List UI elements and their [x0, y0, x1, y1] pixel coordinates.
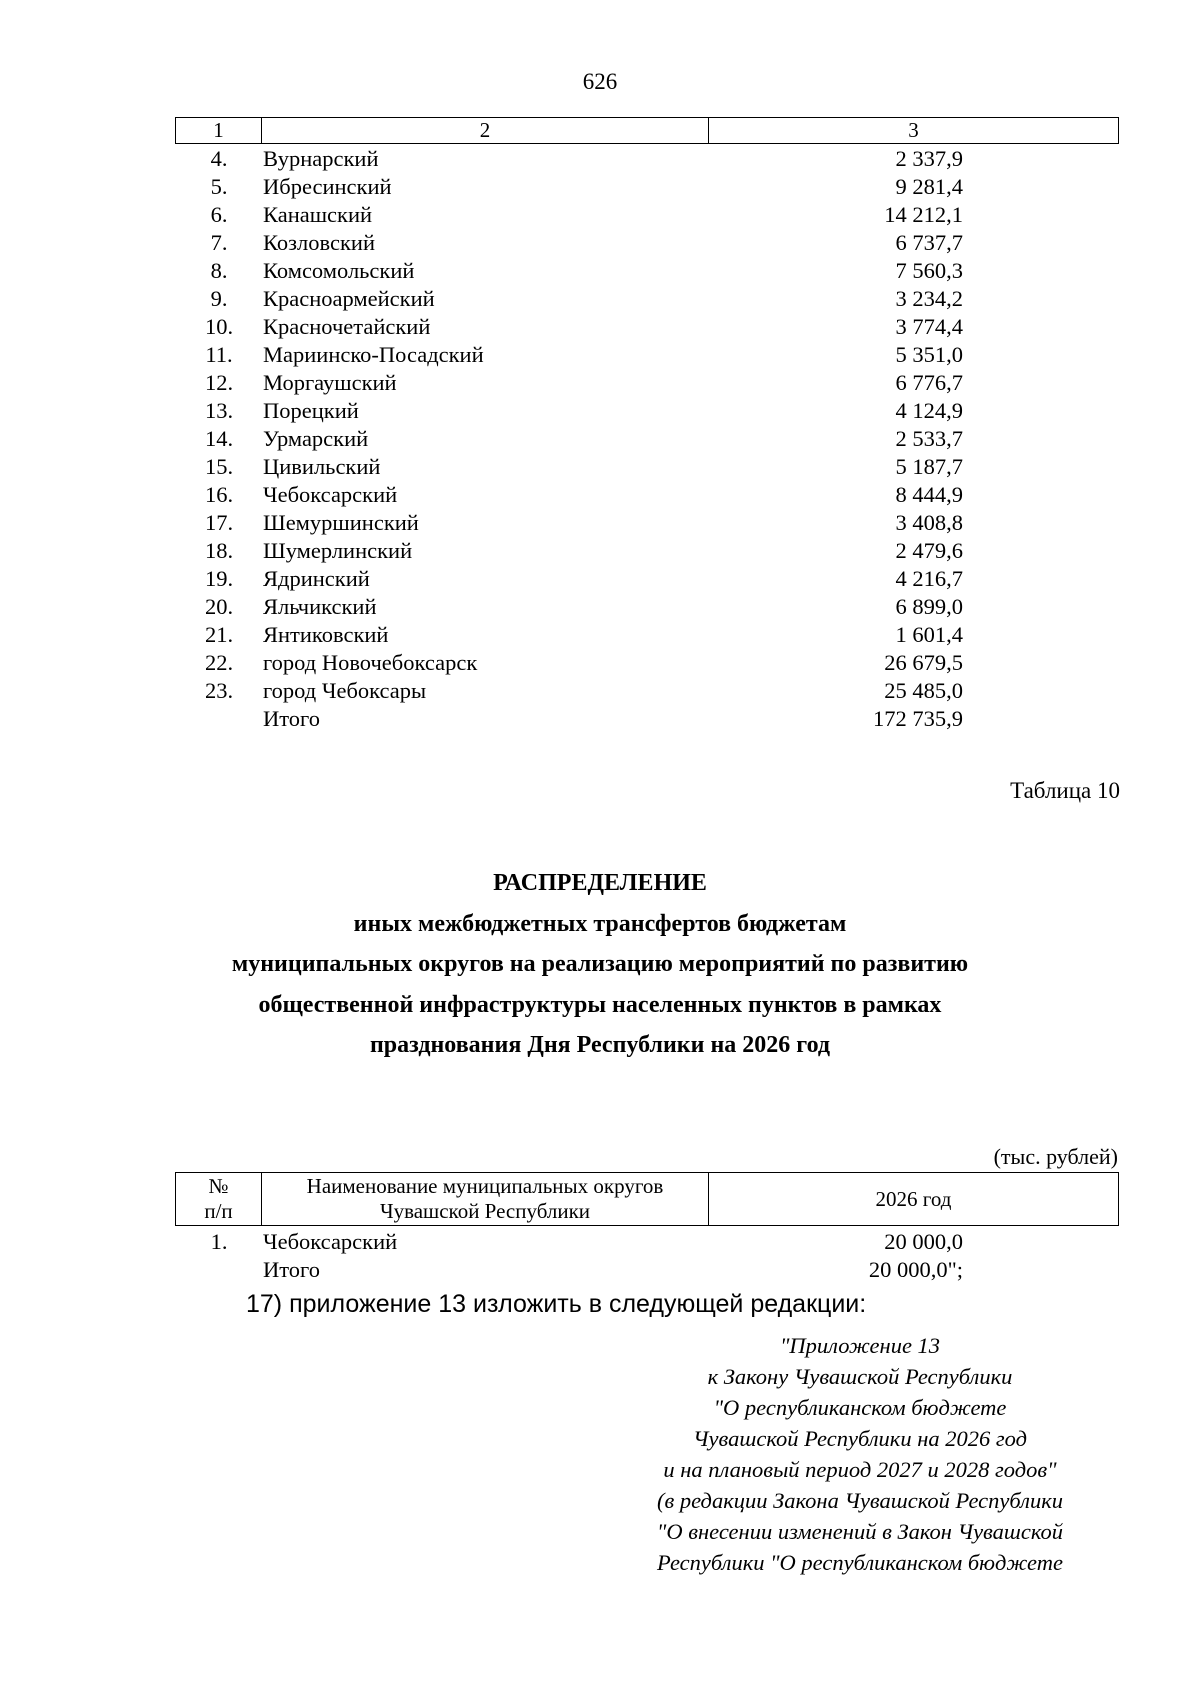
table-row [0, 145, 1200, 173]
row-value: 2 479,6 [895, 538, 963, 563]
row-value: 4 124,9 [895, 398, 963, 423]
appendix-line: "О республиканском бюджете [713, 1395, 1007, 1420]
row-district: Канашский [263, 202, 373, 227]
appendix-line: и на плановый период 2027 и 2028 годов" [663, 1457, 1057, 1482]
table-row [0, 313, 1200, 341]
page-number: 626 [582, 69, 618, 94]
row-district: Шумерлинский [263, 538, 413, 563]
table1-header-col1: 1 [176, 118, 262, 143]
row-value: 3 774,4 [895, 314, 963, 339]
instruction-text: 17) приложение 13 изложить в следующей редакции: [246, 1290, 867, 1318]
row-district: город Чебоксары [263, 678, 427, 703]
row-value: 1 601,4 [895, 622, 963, 647]
row-number: 10. [204, 314, 234, 339]
row-number: 23. [204, 678, 234, 703]
row-district: Чебоксарский [263, 1229, 398, 1254]
row-district: Козловский [263, 230, 375, 255]
row-number: 17. [204, 510, 234, 535]
table1-header [175, 117, 1119, 144]
row-value: 5 351,0 [895, 342, 963, 367]
table-row [0, 565, 1200, 593]
row-district: Красночетайский [263, 314, 431, 339]
row-number: 13. [204, 398, 234, 423]
table-row [0, 509, 1200, 537]
row-value: 5 187,7 [895, 454, 963, 479]
row-number: 1. [210, 1229, 228, 1254]
table1-header-col2: 2 [262, 118, 709, 143]
row-district: Моргаушский [263, 370, 397, 395]
appendix-line: "О внесении изменений в Закон Чувашской [656, 1519, 1064, 1544]
row-number: 5. [210, 174, 228, 199]
row-district: Мариинско-Посадский [263, 342, 484, 367]
table-row [0, 173, 1200, 201]
table-row [0, 369, 1200, 397]
row-value: 7 560,3 [895, 258, 963, 283]
row-value: 4 216,7 [895, 566, 963, 591]
table1-header-col3: 3 [908, 118, 919, 142]
row-value: 9 281,4 [895, 174, 963, 199]
row-number: 19. [204, 566, 234, 591]
row-district: Порецкий [263, 398, 359, 423]
row-number: 12. [204, 370, 234, 395]
row-value: 6 776,7 [895, 370, 963, 395]
table2-header-col3 [709, 1173, 1118, 1225]
row-number: 18. [204, 538, 234, 563]
appendix-line: (в редакции Закона Чувашской Республики [657, 1488, 1063, 1513]
row-district: Яльчикский [263, 594, 377, 619]
row-district: Чебоксарский [263, 482, 398, 507]
header-line: Наименование муниципальных округов [306, 1174, 664, 1198]
heading-line: празднования Дня Республики на 2026 год [369, 1032, 831, 1058]
row-district: Красноармейский [263, 286, 435, 311]
table-row [0, 649, 1200, 677]
row-total-value: 172 735,9 [873, 706, 963, 731]
header-line: п/п [204, 1199, 233, 1223]
table-row [0, 481, 1200, 509]
row-number: 6. [210, 202, 228, 227]
table-row [0, 201, 1200, 229]
table-row [0, 537, 1200, 565]
heading-line: муниципальных округов на реализацию мероприятий по развитию [231, 951, 969, 977]
table-row [0, 285, 1200, 313]
header-line: 2026 год [875, 1186, 952, 1211]
row-value: 8 444,9 [895, 482, 963, 507]
row-number: 4. [210, 146, 228, 171]
row-total-value: 20 000,0"; [868, 1257, 963, 1282]
table-row [0, 621, 1200, 649]
units-label: (тыс. рублей) [993, 1144, 1118, 1169]
row-value: 26 679,5 [884, 650, 963, 675]
row-value: 25 485,0 [884, 678, 963, 703]
appendix-block [620, 1330, 1100, 1578]
table1-body [0, 145, 1200, 733]
row-district: Ибресинский [263, 174, 392, 199]
section-heading [0, 863, 1200, 1066]
table-row [0, 453, 1200, 481]
table-total-row [0, 705, 1200, 733]
row-value: 2 337,9 [895, 146, 963, 171]
row-district: Шемуршинский [263, 510, 419, 535]
row-district: Комсомольский [263, 258, 415, 283]
row-total-label: Итого [263, 706, 320, 731]
row-number: 16. [204, 482, 234, 507]
row-number: 21. [204, 622, 234, 647]
row-value: 3 234,2 [895, 286, 963, 311]
row-number: 22. [204, 650, 234, 675]
row-total-label: Итого [263, 1257, 320, 1282]
appendix-line: Республики "О республиканском бюджете [657, 1550, 1063, 1575]
row-district: Вурнарский [263, 146, 379, 171]
row-district: Ядринский [263, 566, 370, 591]
appendix-line: к Закону Чувашской Республики [707, 1364, 1013, 1389]
row-number: 20. [204, 594, 234, 619]
table2-body [0, 1228, 1200, 1284]
header-line: Чувашской Республики [379, 1199, 591, 1223]
appendix-line: "Приложение 13 [779, 1333, 941, 1358]
table-row [0, 257, 1200, 285]
row-value: 3 408,8 [895, 510, 963, 535]
table-total-row [0, 1256, 1200, 1284]
table2-header-col1 [176, 1173, 262, 1225]
row-district: Янтиковский [263, 622, 389, 647]
row-district: Урмарский [263, 426, 369, 451]
heading-line: иных межбюджетных трансфертов бюджетам [353, 910, 847, 937]
table-row [0, 425, 1200, 453]
row-value: 14 212,1 [884, 202, 963, 227]
row-number: 15. [204, 454, 234, 479]
row-number: 8. [210, 258, 228, 283]
table-row [0, 341, 1200, 369]
appendix-line: Чувашской Республики на 2026 год [693, 1426, 1027, 1451]
row-district: город Новочебоксарск [263, 650, 478, 675]
table-row [0, 397, 1200, 425]
row-number: 9. [210, 286, 228, 311]
table-row [0, 229, 1200, 257]
row-number: 7. [210, 230, 228, 255]
table2-header [175, 1172, 1119, 1226]
row-number: 11. [205, 342, 233, 367]
row-value: 6 737,7 [895, 230, 963, 255]
row-number: 14. [204, 426, 234, 451]
heading-line: общественной инфраструктуры населенных пунктов в рамках [258, 991, 942, 1018]
table-label: Таблица 10 [1010, 778, 1120, 803]
header-line: № [208, 1174, 229, 1198]
table-row [0, 593, 1200, 621]
table-row [0, 1228, 1200, 1256]
heading-title: РАСПРЕДЕЛЕНИЕ [493, 870, 707, 896]
row-district: Цивильский [263, 454, 381, 479]
row-value: 2 533,7 [895, 426, 963, 451]
table2-header-col2 [262, 1173, 709, 1225]
row-value: 6 899,0 [895, 594, 963, 619]
table-row [0, 677, 1200, 705]
row-value: 20 000,0 [884, 1229, 963, 1254]
